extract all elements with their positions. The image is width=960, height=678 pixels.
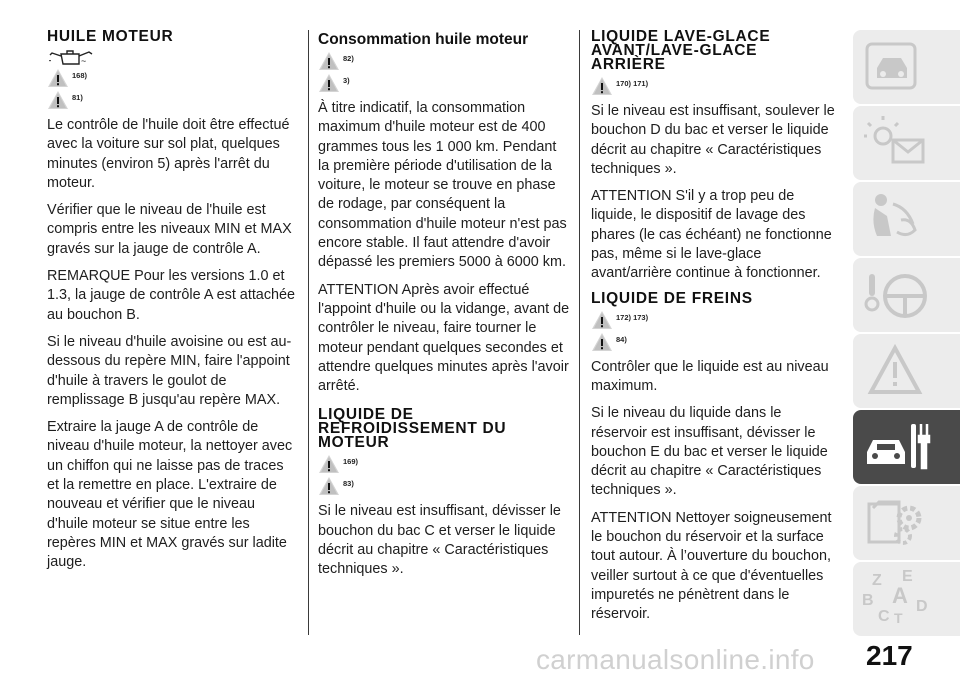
column-huile-moteur — [47, 30, 297, 581]
heading-liquide-lave-glace: LIQUIDE LAVE-GLACE AVANT/LAVE-GLACE ARRIÈRE — [591, 28, 771, 73]
paragraph: Si le niveau est insuffisant, soulever le bouchon D du bac et verser le liquide décrit au chapitre « Caractéristiques techniques ». — [591, 103, 835, 177]
paragraph: Si le niveau d'huile avoisine ou est au-dessous du repère MIN, faire l'appoint d'huile à travers le goulot de remplissage B jusqu'au repère MAX. — [47, 333, 292, 408]
warning-triangle-icon — [591, 310, 613, 330]
column-divider — [579, 30, 580, 635]
warning-triangle-icon — [318, 51, 340, 71]
warning-triangle-icon — [318, 454, 340, 474]
warning-ref-83: 83) — [318, 476, 570, 498]
paragraph: Si le niveau du liquide dans le réservoir est insuffisant, dévisser le bouchon E du bac et verser le liquide décrit au chapitre « Caractéristiques techniques ». — [591, 405, 828, 499]
column-divider — [308, 30, 309, 635]
warning-triangle-icon — [591, 332, 613, 352]
svg-text:A: A — [892, 583, 908, 608]
tab-warning-lights[interactable] — [853, 106, 960, 180]
tab-dashboard[interactable] — [853, 30, 960, 104]
paragraph: ATTENTION S'il y a trop peu de liquide, le dispositif de lavage des phares (le cas échéant) ne fonctionne pas, même si le lave-glace avant/arrière continue à fonctionner. — [591, 188, 832, 282]
warning-lights-icon — [863, 114, 933, 172]
paragraph: ATTENTION Après avoir effectué l'appoint d'huile ou la vidange, avant de contrôler le niveau, faire tourner le moteur pendant quelques secondes et attendre quelques minutes après l'avoir arrêté. — [318, 281, 570, 395]
car-dashboard-icon — [863, 38, 933, 96]
svg-text:~: ~ — [81, 56, 87, 66]
warning-ref-81: 81) — [47, 90, 297, 112]
warning-triangle-icon — [318, 476, 340, 496]
heading-consommation-huile: Consommation huile moteur — [318, 31, 529, 48]
paragraph: Vérifier que le niveau de l'huile est compris entre les niveaux MIN et MAX gravés sur la jauge de contrôle A. — [47, 202, 292, 257]
column-consommation — [318, 30, 570, 588]
tab-technical-data[interactable] — [853, 486, 960, 560]
paragraph: Le contrôle de l'huile doit être effectué avec la voiture sur sol plat, quelques minutes (environ 5) après l'arrêt du moteur. — [47, 117, 290, 191]
alphabetical-index-icon — [858, 565, 938, 627]
watermark: carmanualsonline.info — [536, 644, 815, 675]
heading-liquide-refroidissement: LIQUIDE DE REFROIDISSEMENT DU MOTEUR — [318, 406, 507, 452]
paragraph: ATTENTION Nettoyer soigneusement le bouchon du réservoir et la surface tout autour. À l’ouverture du bouchon, veiller surtout à ce que d'éventuelles impuretés ne pénètrent dans le réservoir. — [591, 509, 832, 623]
warning-triangle-icon — [47, 90, 69, 110]
oil-can-icon — [47, 46, 99, 66]
warning-ref-84: 84) — [591, 332, 841, 354]
car-service-tools-icon — [863, 418, 933, 476]
svg-text:D: D — [916, 598, 928, 615]
steering-wheel-icon — [863, 266, 933, 324]
warning-triangle-icon — [318, 73, 340, 93]
column-liquides — [591, 30, 841, 633]
emergency-warning-icon — [863, 342, 933, 400]
svg-text:B: B — [862, 592, 874, 609]
warning-ref-82: 82) — [318, 51, 570, 73]
svg-text:E: E — [902, 568, 913, 585]
svg-text:T: T — [894, 610, 903, 626]
heading-huile-moteur: HUILE MOTEUR — [47, 28, 174, 45]
warning-triangle-icon — [47, 68, 69, 88]
paragraph: Contrôler que le liquide est au niveau maximum. — [591, 358, 829, 394]
warning-ref-168: 168) — [47, 68, 297, 90]
tab-starting-driving[interactable] — [853, 258, 960, 332]
warning-ref-169: 169) — [318, 454, 570, 476]
svg-text:C: C — [878, 608, 890, 625]
tab-emergency[interactable] — [853, 334, 960, 408]
paragraph: À titre indicatif, la consommation maximum d'huile moteur est de 400 grammes tous les 1 000 km. Pendant la première période d'utilisation de la voiture, le moteur se trouve en phase de rodage, par conséquent la consommation d'huile moteur n'est pas encore stable. Il faut attendre d'avoir dépassé les premiers 5000 à 6000 km. — [318, 100, 567, 271]
paragraph: Si le niveau est insuffisant, dévisser le bouchon du bac C et verser le liquide décrit au chapitre « Caractéristiques techniques ». — [318, 503, 561, 578]
tab-safety[interactable] — [853, 182, 960, 256]
paragraph: REMARQUE Pour les versions 1.0 et 1.3, la jauge de contrôle A est attachée au bouchon B. — [47, 268, 296, 323]
paragraph: Extraire la jauge A de contrôle de niveau d'huile moteur, la nettoyer avec un chiffon qui ne laisse pas de traces et la remettre en place. L'extraire de nouveau et vérifier que le niveau d'huile moteur se situe entre les repères MIN et MAX gravés sur ladite jauge. — [47, 419, 293, 571]
warning-ref-172-173: 172) 173) — [591, 310, 841, 332]
chapter-tabs — [853, 30, 960, 635]
heading-liquide-freins: LIQUIDE DE FREINS — [591, 289, 753, 307]
svg-text:Z: Z — [872, 572, 882, 589]
warning-ref-170-171: 170) 171) — [591, 76, 841, 98]
page-number: 217 — [866, 640, 913, 671]
tab-maintenance-active[interactable] — [853, 410, 960, 484]
warning-ref-3: 3) — [318, 73, 570, 95]
airbag-seat-icon — [863, 190, 933, 248]
technical-specs-gear-icon — [863, 494, 933, 552]
warning-triangle-icon — [591, 76, 613, 96]
